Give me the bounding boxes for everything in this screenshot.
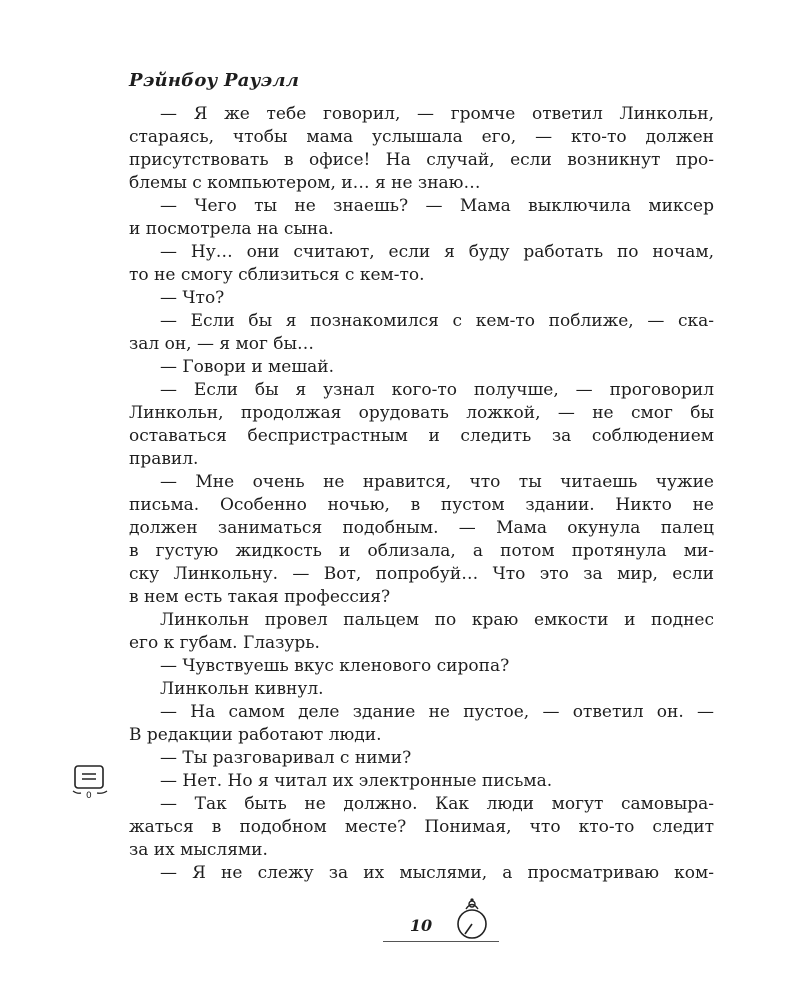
page-number: 10 — [409, 916, 433, 935]
text-line: В редакции работают люди. — [129, 725, 382, 745]
text-line: правил. — [129, 449, 199, 469]
text-line: и посмотрела на сына. — [129, 219, 334, 239]
text-line: — Мне очень не нравится, что ты читаешь чужие — [160, 472, 714, 492]
text-line: должен заниматься подобным. — Мама окунула палец — [129, 518, 714, 538]
text-line: за их мыслями. — [129, 840, 268, 860]
computer-icon — [71, 764, 109, 800]
text-line: — Если бы я познакомился с кем-то поближе, — ска- — [160, 311, 714, 331]
text-line: ску Линкольну. — Вот, попробуй… Что это за мир, если — [129, 564, 714, 584]
text-line: — Я же тебе говорил, — громче ответил Линкольн, — [160, 104, 714, 124]
text-line: — Нет. Но я читал их электронные письма. — [160, 771, 553, 791]
text-line: — Что? — [160, 288, 225, 308]
text-line: Линкольн провел пальцем по краю емкости и поднес — [160, 610, 714, 630]
text-line: — Так быть не должно. Как люди могут самовыра- — [160, 794, 714, 814]
text-line: зал он, — я мог бы… — [129, 334, 315, 354]
text-line: стараясь, чтобы мама услышала его, — кто-то должен — [129, 127, 714, 147]
text-line: Линкольн кивнул. — [160, 679, 324, 699]
body-text — [129, 103, 714, 885]
text-line: жаться в подобном месте? Понимая, что кто-то следит — [129, 817, 714, 837]
text-line: в нем есть такая профессия? — [129, 587, 391, 607]
text-line: — Если бы я узнал кого-то получше, — проговорил — [160, 380, 714, 400]
stopwatch-icon — [452, 896, 492, 942]
text-line: — Ну… они считают, если я буду работать по ночам, — [160, 242, 714, 262]
text-line: — На самом деле здание не пустое, — ответил он. — — [160, 702, 714, 722]
text-line: присутствовать в офисе! На случай, если возникнут про- — [129, 150, 714, 170]
running-header: Рэйнбоу Рауэлл — [129, 70, 300, 91]
text-line: письма. Особенно ночью, в пустом здании. Никто не — [129, 495, 714, 515]
text-line: — Чувствуешь вкус кленового сиропа? — [160, 656, 510, 676]
text-line: — Чего ты не знаешь? — Мама выключила миксер — [160, 196, 714, 216]
text-line: — Я не слежу за их мыслями, а просматриваю ком- — [160, 863, 714, 883]
text-line: Линкольн, продолжая орудовать ложкой, — не смог бы — [129, 403, 714, 423]
margin-icon-label: 0 — [86, 791, 92, 800]
text-line: его к губам. Глазурь. — [129, 633, 320, 653]
text-line: блемы с компьютером, и… я не знаю… — [129, 173, 481, 193]
text-line: в густую жидкость и облизала, а потом протянула ми- — [129, 541, 714, 561]
text-line: — Говори и мешай. — [160, 357, 335, 377]
text-line: — Ты разговаривал с ними? — [160, 748, 412, 768]
text-line: то не смогу сблизиться с кем-то. — [129, 265, 425, 285]
text-line: оставаться беспристрастным и следить за соблюдением — [129, 426, 714, 446]
